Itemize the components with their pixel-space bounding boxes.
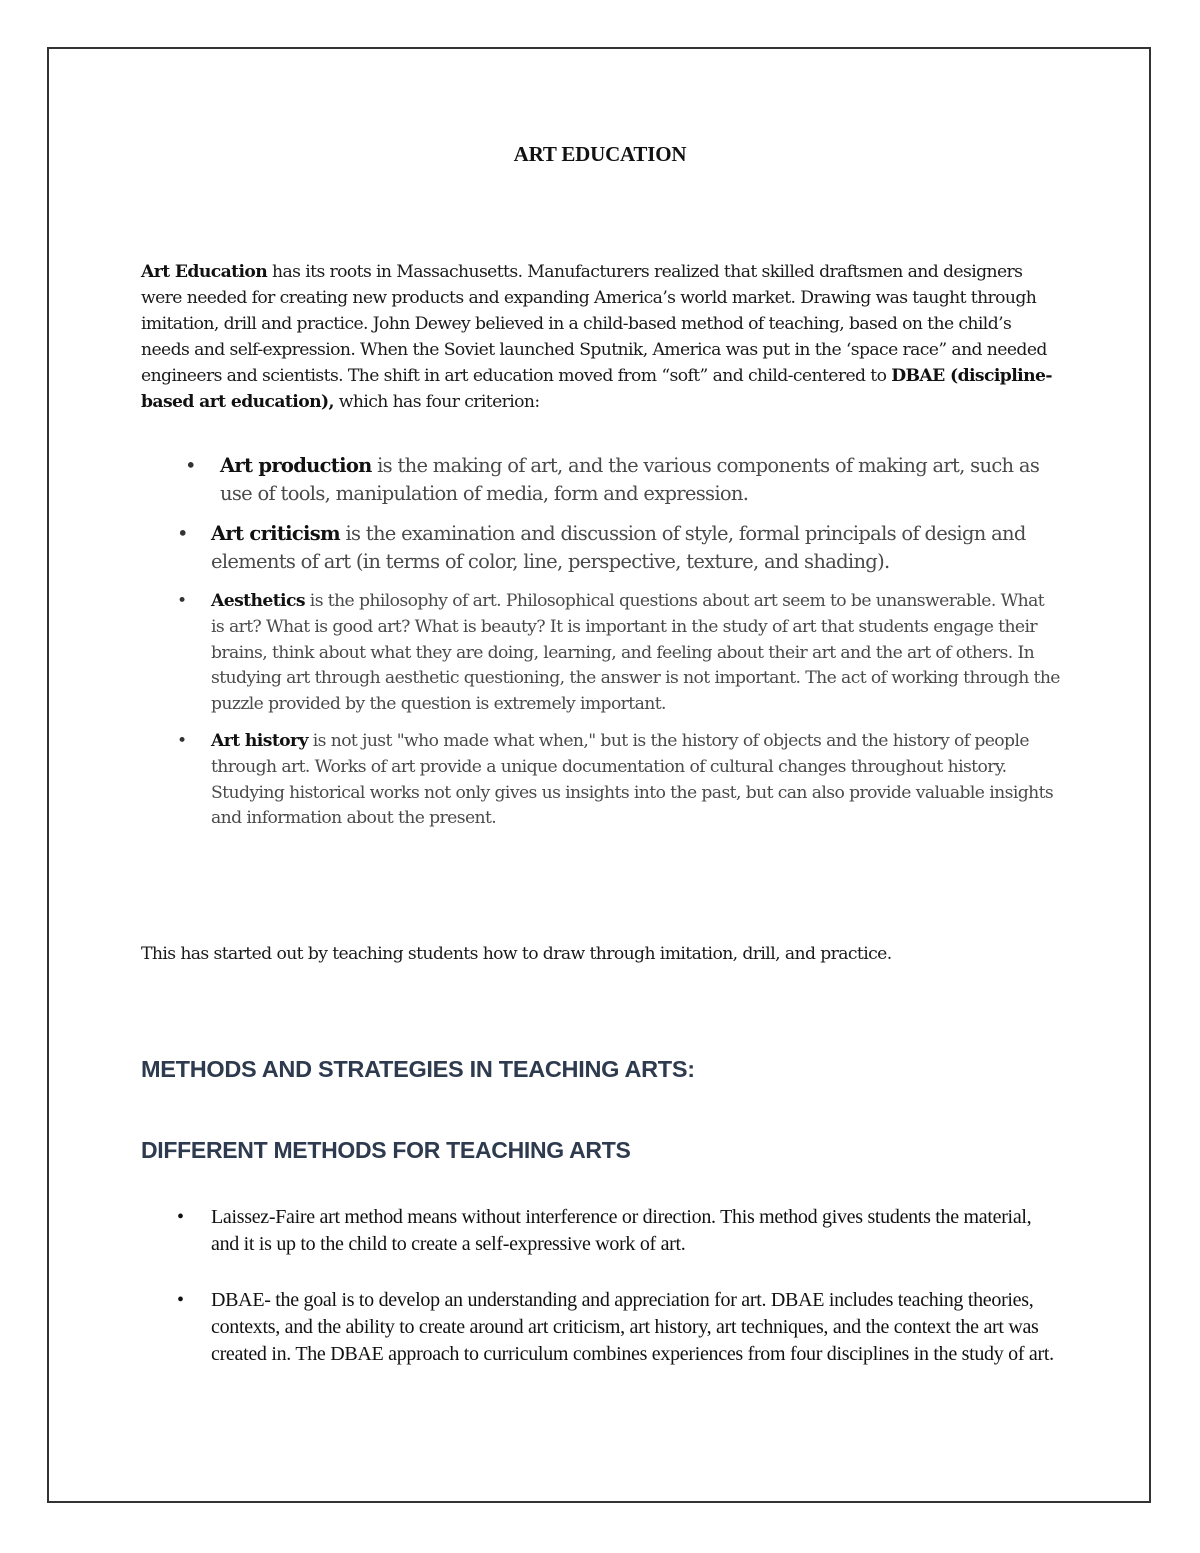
criteria-text: is the philosophy of art. Philosophical questions about art seem to be unanswerable. What is art? What is good art? What is beauty? It is important in the study of art that students engage their brains, think about what they are doing, learning, and feeling about their art and the art of others. In studying art through aesthetic questioning, the answer is not important. The act of working through the puzzle provided by the question is extremely important. (211, 591, 1060, 715)
bullet-icon: • (185, 454, 196, 477)
criteria-term: Art history (211, 730, 308, 751)
heading-methods-strategies: METHODS AND STRATEGIES IN TEACHING ARTS: (141, 1056, 695, 1082)
criteria-list (141, 452, 1061, 832)
criteria-text: is not just "who made what when," but is the history of objects and the history of people through art. Works of art provide a unique documentation of cultural changes throughout history. Studying historical works not only gives us insights into the past, but can also provide valuable insights and information about the present. (211, 730, 1054, 829)
intro-lead-term: Art Education (141, 262, 268, 282)
intro-text-1: has its roots in Massachusetts. Manufacturers realized that skilled draftsmen and designers were needed for creating new products and expanding America’s world market. Drawing was taught through imitation, drill and practice. John Dewey believed in a child-based method of teaching, based on the child’s needs and self-expression. When the Soviet launched Sputnik, America was put in the ‘space race” and needed engineers and scientists. The shift in art education moved from “soft” and child-centered to (141, 262, 1047, 386)
closing-paragraph: This has started out by teaching students how to draw through imitation, drill, and practice. (141, 944, 892, 964)
bullet-icon: • (177, 1206, 184, 1228)
criteria-text: is the making of art, and the various components of making art, such as use of tools, manipulation of media, form and expression. (220, 454, 1040, 505)
criteria-term: Aesthetics (211, 591, 305, 611)
criteria-text: is the examination and discussion of style, formal principals of design and elements of art (in terms of color, line, perspective, texture, and shading). (211, 522, 1026, 573)
bullet-icon: • (177, 522, 188, 545)
intro-text-2: which has four criterion: (333, 392, 540, 412)
bullet-icon: • (177, 1289, 184, 1311)
intro-dbae-term: DBAE (discipline-based art education), (141, 366, 1052, 412)
criteria-item-aesthetics (141, 589, 1061, 718)
method-item-dbae (141, 1287, 1061, 1368)
criteria-term: Art production (220, 454, 372, 477)
document-title: ART EDUCATION (513, 142, 687, 166)
heading-different-methods: DIFFERENT METHODS FOR TEACHING ARTS (141, 1137, 631, 1163)
bullet-icon: • (177, 730, 187, 751)
method-text: Laissez-Faire art method means without interference or direction. This method gives students the material, and it is up to the child to create a self-expressive work of art. (211, 1206, 1032, 1255)
criteria-item-art-criticism (141, 520, 1061, 576)
method-item-laissez-faire (141, 1204, 1061, 1258)
criteria-term: Art criticism (211, 522, 340, 545)
method-text: DBAE- the goal is to develop an understanding and appreciation for art. DBAE includes teaching theories, contexts, and the ability to create around art criticism, art history, art techniques, and the context the art was created in. The DBAE approach to curriculum combines experiences from four disciplines in the study of art. (211, 1289, 1054, 1365)
intro-paragraph (141, 259, 1061, 415)
criteria-item-art-history (141, 729, 1061, 832)
methods-list (141, 1204, 1061, 1397)
bullet-icon: • (177, 591, 187, 611)
criteria-item-art-production (141, 452, 1061, 508)
